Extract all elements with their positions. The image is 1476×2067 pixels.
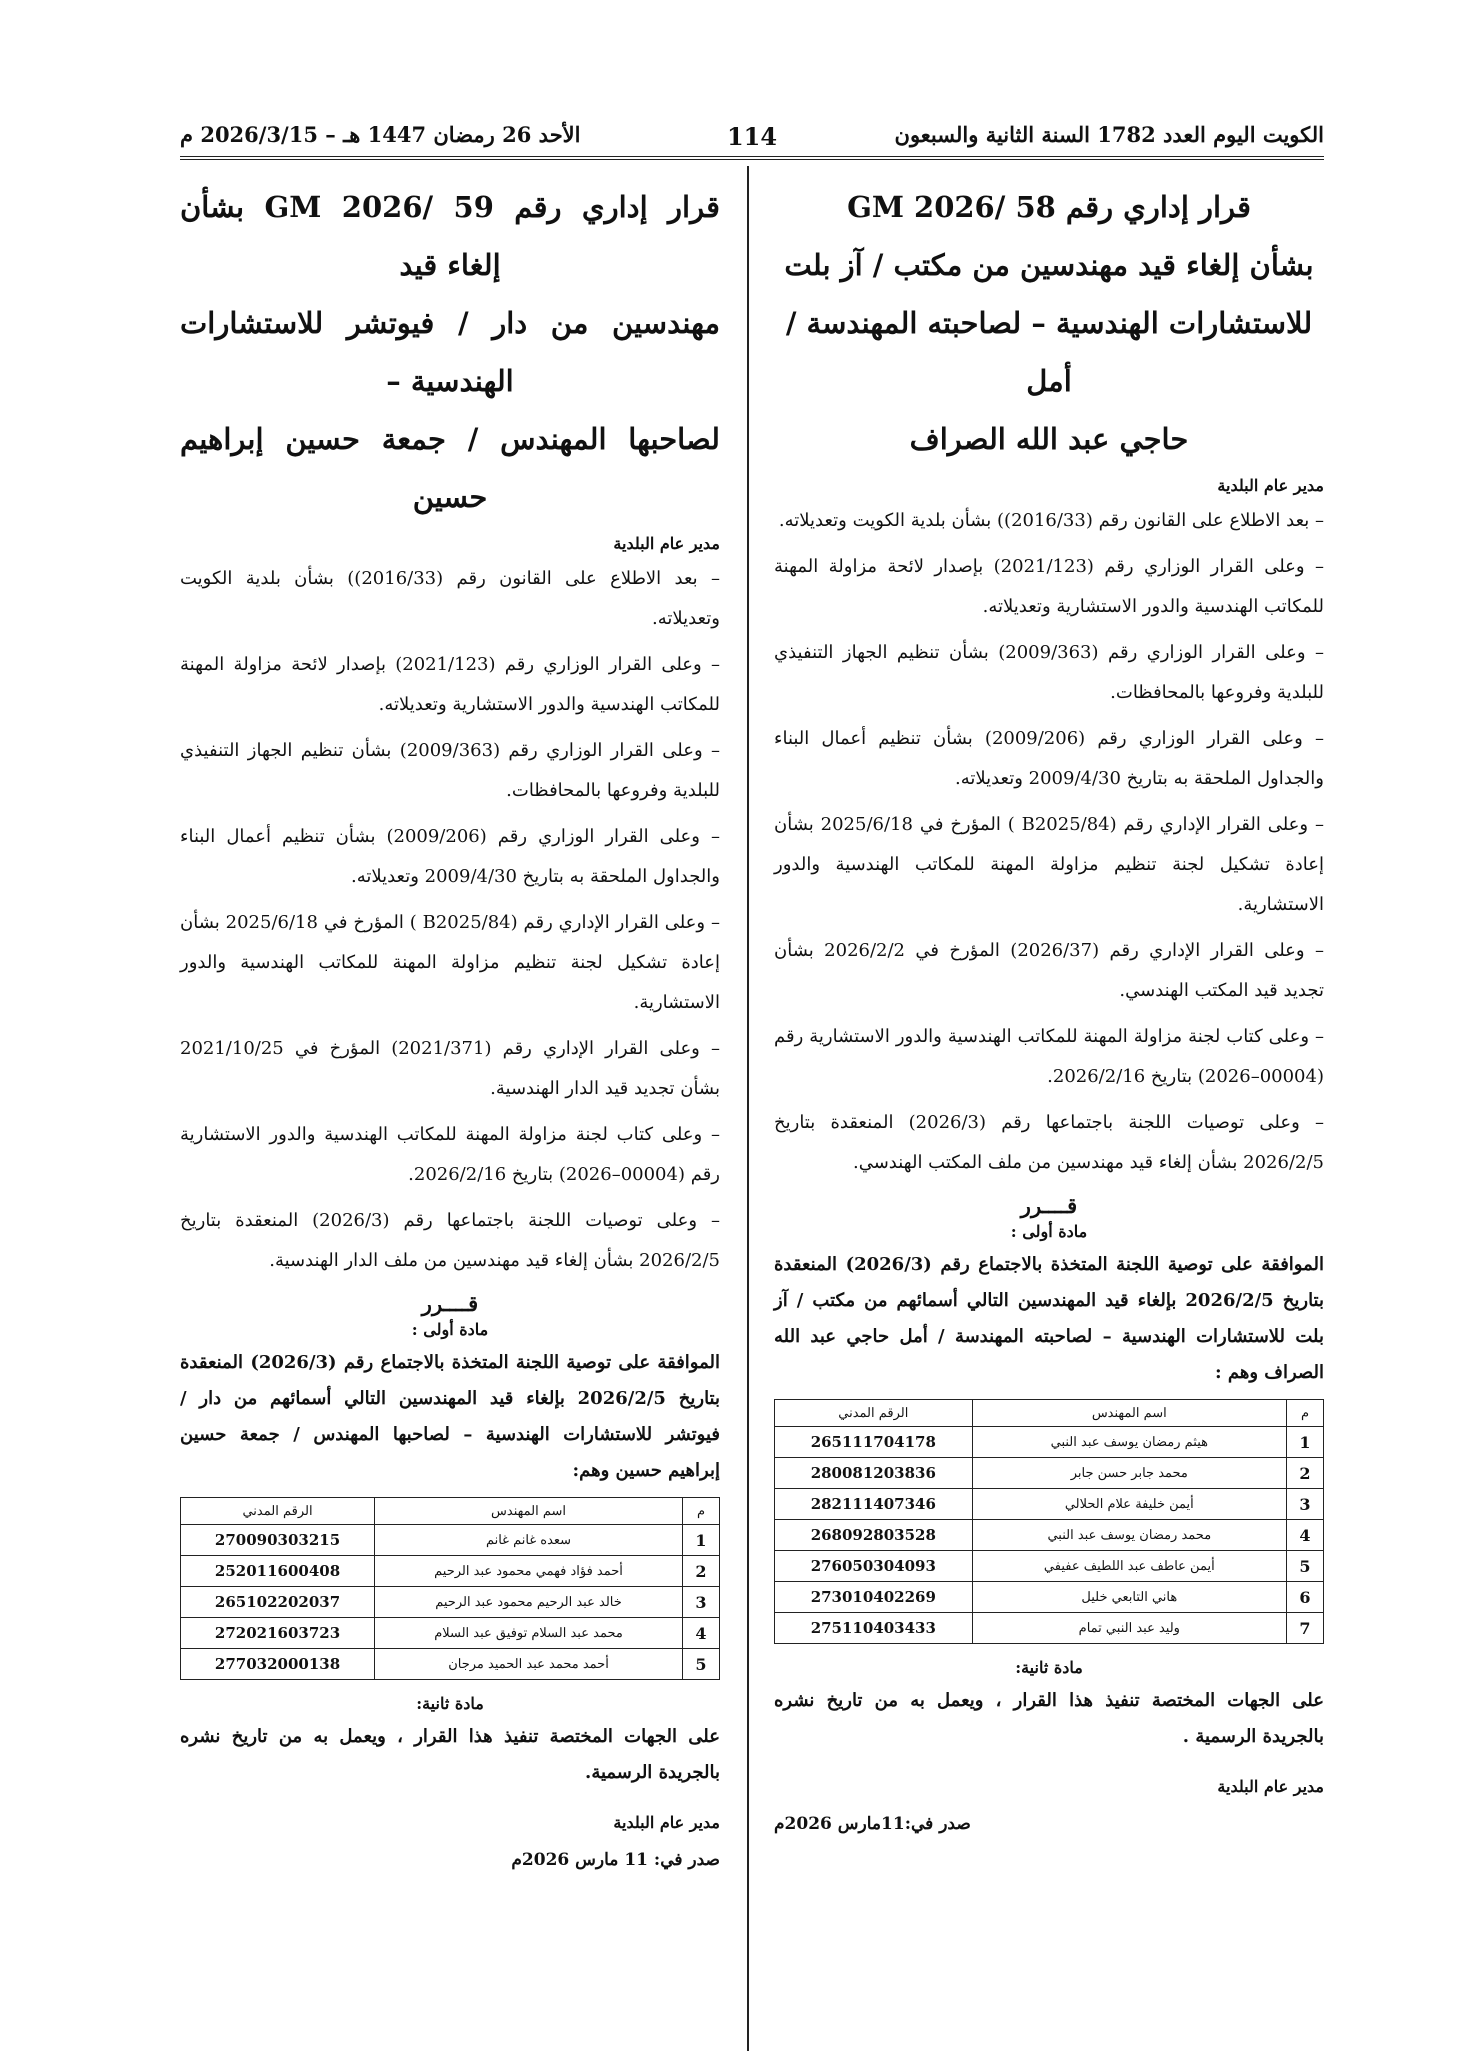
engineer-name: أحمد محمد عبد الحميد مرجان — [375, 1649, 683, 1680]
civil-id: 276050304093 — [775, 1551, 973, 1582]
civil-id: 282111407346 — [775, 1489, 973, 1520]
recital: – وعلى كتاب لجنة مزاولة المهنة للمكاتب الهندسية والدور الاستشارية رقم (00004–2026) بتاريخ 2026/2/16. — [774, 1026, 1324, 1087]
row-no: 4 — [683, 1618, 720, 1649]
engineer-name: أيمن خليفة علام الحلالي — [972, 1489, 1286, 1520]
article-2-heading: مادة ثانية: — [1015, 1658, 1083, 1677]
civil-id: 275110403433 — [775, 1613, 973, 1644]
recital: – وعلى القرار الوزاري رقم (2021/123) بإصدار لائحة مزاولة المهنة للمكاتب الهندسية والدور الاستشارية وتعديلاته. — [180, 654, 721, 715]
table-row — [775, 1489, 1324, 1520]
gazette-issue: الكويت اليوم العدد 1782 السنة الثانية والسبعون — [894, 122, 1324, 147]
row-no: 7 — [1287, 1613, 1324, 1644]
recital: – وعلى القرار الوزاري رقم (2021/123) بإصدار لائحة مزاولة المهنة للمكاتب الهندسية والدور الاستشارية وتعديلاته. — [774, 556, 1324, 617]
engineer-name: وليد عبد النبي تمام — [972, 1613, 1286, 1644]
col-header-name: اسم المهندس — [972, 1400, 1286, 1427]
column-divider — [747, 166, 749, 2051]
row-no: 3 — [1287, 1489, 1324, 1520]
article-1-text: الموافقة على توصية اللجنة المتخذة بالاجتماع رقم (2026/3) المنعقدة بتاريخ 2026/2/5 بإلغاء قيد المهندسين التالي أسمائهم من مكتب / آز بلت للاستشارات الهندسية – لصاحبته المهندسة / أمل حاجي عبد الله الصراف وهم : — [774, 1254, 1324, 1383]
engineer-name: أيمن عاطف عبد اللطيف عفيفي — [972, 1551, 1286, 1582]
table-row — [775, 1613, 1324, 1644]
signature: مدير عام البلدية — [613, 1813, 720, 1832]
engineer-name: خالد عبد الرحيم محمود عبد الرحيم — [375, 1587, 683, 1618]
title-line: لصاحبها المهندس / جمعة حسين إبراهيم حسين — [180, 422, 720, 514]
recital: – وعلى القرار الإداري رقم (B2025/84 ) المؤرخ في 2025/6/18 بشأن إعادة تشكيل لجنة تنظيم مزاولة المهنة للمكاتب الهندسية والدور الاستشارية. — [774, 814, 1324, 915]
col-header-civil-id: الرقم المدني — [775, 1400, 973, 1427]
recital: – وعلى القرار الوزاري رقم (2009/363) بشأن تنظيم الجهاز التنفيذي للبلدية وفروعها بالمحافظات. — [774, 642, 1324, 703]
recital: – وعلى القرار الوزاري رقم (2009/206) بشأن تنظيم أعمال البناء والجداول الملحقة به بتاريخ 2009/4/30 وتعديلاته. — [180, 826, 720, 887]
page-number: 114 — [726, 122, 778, 151]
title-line: مهندسين من دار / فيوتشر للاستشارات الهندسية – — [180, 306, 720, 398]
article-1-text: الموافقة على توصية اللجنة المتخذة بالاجتماع رقم (2026/3) المنعقدة بتاريخ 2026/2/5 بإلغاء قيد المهندسين التالي أسمائهم من دار / فيوتشر للاستشارات الهندسية – لصاحبها المهندس / جمعة حسين إبراهيم حسين وهم: — [180, 1352, 720, 1481]
issue-date: الأحد 26 رمضان 1447 هـ – 2026/3/15 م — [180, 122, 581, 147]
engineer-name: محمد رمضان يوسف عبد النبي — [972, 1520, 1286, 1551]
issue-date-line: صدر في:11مارس 2026م — [774, 1814, 971, 1834]
engineer-name: أحمد فؤاد فهمي محمود عبد الرحيم — [375, 1556, 683, 1587]
civil-id: 273010402269 — [775, 1582, 973, 1613]
title-line: بشأن إلغاء قيد مهندسين من مكتب / آز بلت — [784, 248, 1314, 282]
article-1-heading: مادة أولى : — [411, 1320, 489, 1339]
engineer-name: محمد جابر حسن جابر — [972, 1458, 1286, 1489]
row-no: 6 — [1287, 1582, 1324, 1613]
engineers-table — [180, 1497, 720, 1680]
civil-id: 280081203836 — [775, 1458, 973, 1489]
article-2-heading: مادة ثانية: — [416, 1694, 484, 1713]
table-row — [775, 1458, 1324, 1489]
issuer: مدير عام البلدية — [1217, 476, 1324, 495]
table-row — [775, 1427, 1324, 1458]
recital: – وعلى القرار الإداري رقم (2021/371) المؤرخ في 2021/10/25 بشأن تجديد قيد الدار الهندسية. — [180, 1038, 720, 1099]
civil-id: 265111704178 — [775, 1427, 973, 1458]
table-row — [181, 1587, 720, 1618]
decision-title — [180, 178, 720, 526]
civil-id: 252011600408 — [181, 1556, 375, 1587]
title-line: للاستشارات الهندسية – لصاحبته المهندسة / أمل — [785, 306, 1313, 398]
issuer: مدير عام البلدية — [613, 534, 720, 553]
page-header — [180, 118, 1324, 160]
row-no: 2 — [683, 1556, 720, 1587]
engineer-name: سعده غانم غانم — [375, 1525, 683, 1556]
civil-id: 270090303215 — [181, 1525, 375, 1556]
table-row — [775, 1520, 1324, 1551]
table-row — [181, 1649, 720, 1680]
table-header-row — [775, 1400, 1324, 1427]
recital: – وعلى القرار الوزاري رقم (2009/206) بشأن تنظيم أعمال البناء والجداول الملحقة به بتاريخ 2009/4/30 وتعديلاته. — [774, 728, 1324, 789]
title-line: قرار إداري رقم 59 /GM 2026 بشأن إلغاء قيد — [180, 190, 720, 282]
issue-date-line: صدر في: 11 مارس 2026م — [511, 1850, 720, 1870]
civil-id: 265102202037 — [181, 1587, 375, 1618]
recital: – وعلى كتاب لجنة مزاولة المهنة للمكاتب الهندسية والدور الاستشارية رقم (00004–2026) بتاريخ 2026/2/16. — [180, 1124, 720, 1185]
title-line: حاجي عبد الله الصراف — [909, 422, 1189, 456]
col-header-no: م — [683, 1498, 720, 1525]
col-header-no: م — [1287, 1400, 1324, 1427]
col-header-name: اسم المهندس — [375, 1498, 683, 1525]
row-no: 3 — [683, 1587, 720, 1618]
table-row — [181, 1618, 720, 1649]
table-row — [181, 1556, 720, 1587]
recital: – وعلى القرار الإداري رقم (B2025/84 ) المؤرخ في 2025/6/18 بشأن إعادة تشكيل لجنة تنظيم مزاولة المهنة للمكاتب الهندسية والدور الاستشارية. — [180, 912, 720, 1013]
table-row — [775, 1582, 1324, 1613]
row-no: 1 — [1287, 1427, 1324, 1458]
recital: – وعلى توصيات اللجنة باجتماعها رقم (2026/3) المنعقدة بتاريخ 2026/2/5 بشأن إلغاء قيد مهندسين من ملف المكتب الهندسي. — [774, 1112, 1324, 1173]
table-row — [181, 1525, 720, 1556]
civil-id: 268092803528 — [775, 1520, 973, 1551]
civil-id: 272021603723 — [181, 1618, 375, 1649]
row-no: 4 — [1287, 1520, 1324, 1551]
engineer-name: هيثم رمضان يوسف عبد النبي — [972, 1427, 1286, 1458]
table-header-row — [181, 1498, 720, 1525]
engineer-name: محمد عبد السلام توفيق عبد السلام — [375, 1618, 683, 1649]
decides-heading: قــــرر — [421, 1291, 479, 1316]
decision-title — [774, 178, 1324, 468]
title-line: قرار إداري رقم 58 /GM 2026 — [847, 190, 1251, 224]
row-no: 1 — [683, 1525, 720, 1556]
col-header-civil-id: الرقم المدني — [181, 1498, 375, 1525]
engineers-table — [774, 1399, 1324, 1644]
article-2-text: على الجهات المختصة تنفيذ هذا القرار ، ويعمل به من تاريخ نشره بالجريدة الرسمية. — [180, 1726, 720, 1783]
article-2-text: على الجهات المختصة تنفيذ هذا القرار ، ويعمل به من تاريخ نشره بالجريدة الرسمية . — [774, 1690, 1324, 1747]
civil-id: 277032000138 — [181, 1649, 375, 1680]
row-no: 5 — [683, 1649, 720, 1680]
row-no: 5 — [1287, 1551, 1324, 1582]
signature: مدير عام البلدية — [1217, 1777, 1324, 1796]
recital: – بعد الاطلاع على القانون رقم (2016/33)) بشأن بلدية الكويت وتعديلاته. — [180, 568, 721, 629]
recital: – وعلى القرار الوزاري رقم (2009/363) بشأن تنظيم الجهاز التنفيذي للبلدية وفروعها بالمحافظات. — [180, 740, 720, 801]
recital: – بعد الاطلاع على القانون رقم (2016/33)) بشأن بلدية الكويت وتعديلاته. — [778, 510, 1324, 531]
recital: – وعلى القرار الإداري رقم (2026/37) المؤرخ في 2026/2/2 بشأن تجديد قيد المكتب الهندسي. — [774, 940, 1325, 1001]
recital: – وعلى توصيات اللجنة باجتماعها رقم (2026/3) المنعقدة بتاريخ 2026/2/5 بشأن إلغاء قيد مهندسين من ملف الدار الهندسية. — [180, 1210, 720, 1271]
engineer-name: هاني التابعي خليل — [972, 1582, 1286, 1613]
article-1-heading: مادة أولى : — [1010, 1222, 1088, 1241]
decision-58 — [774, 178, 1324, 1834]
decides-heading: قــــرر — [1020, 1193, 1078, 1218]
decision-59 — [180, 178, 720, 1870]
table-row — [775, 1551, 1324, 1582]
row-no: 2 — [1287, 1458, 1324, 1489]
